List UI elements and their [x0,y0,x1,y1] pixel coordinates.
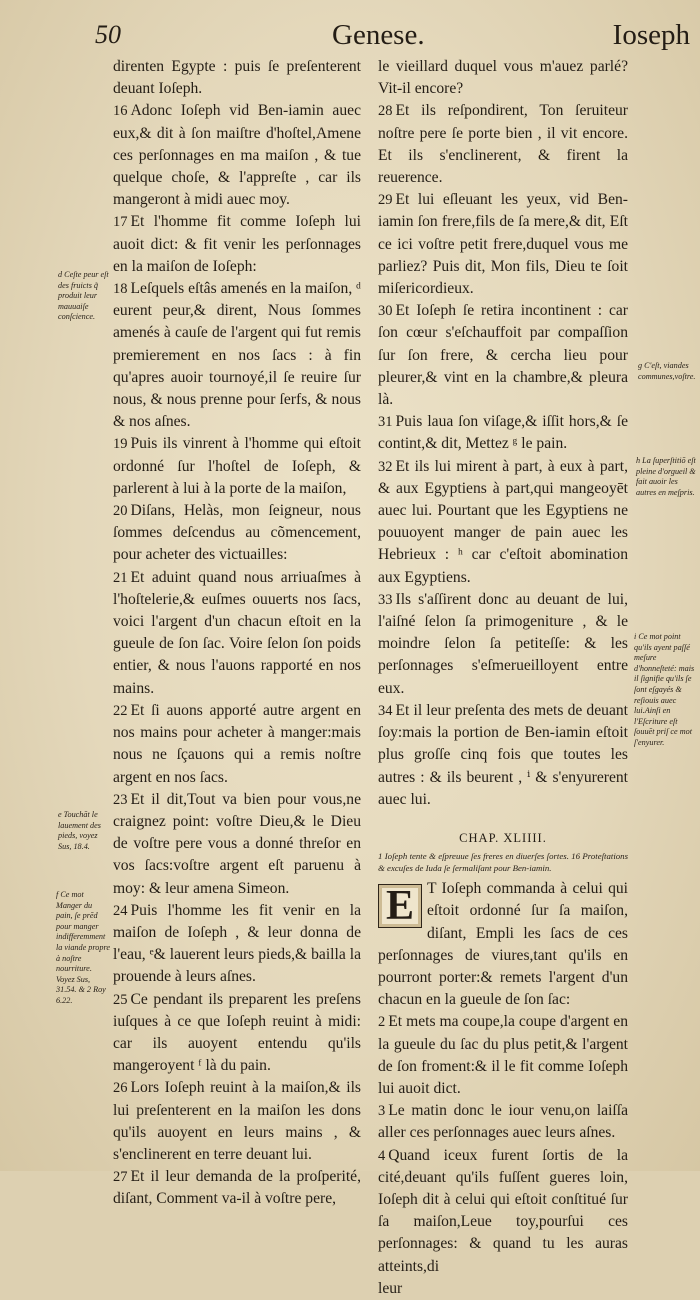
verse-text: Puis l'homme les fit venir en la maiſon de Ioſeph , & leur donna de l'eau, ᵉ& lauerent leurs pieds,& bailla la prouende à leurs aſnes. [113,901,361,986]
verse-number: 17 [113,214,128,231]
verse-number: 30 [378,303,393,320]
verse-text: direnten Egypte : puis ſe preſenterent deuant Ioſeph. [113,58,361,98]
verse-paragraph [113,433,361,500]
margin-note-d: d Ceſte peur eſt des fruicts q̃ produit leur mauuaiſe conſcience. [58,270,109,322]
verse-text: Et mets ma coupe,la coupe d'argent en la gueule du ſac du plus petit,& l'argent de ſon froment:& il le fit comme Ioſeph lui auoit dict. [378,1013,628,1097]
verse-number: 33 [378,591,393,608]
verse-text: Diſans, Helàs, mon ſeigneur, nous ſommes deſcendus au cõmencement, pour acheter des victuailles: [113,502,361,564]
verse-number: 21 [113,569,128,586]
verse-text: Et il leur demanda de la proſperité, diſant, Comment va-il à voſtre pere, [113,1168,361,1208]
verse-text: Lors Ioſeph reuint à la maiſon,& ils lui preſenterent en la maiſon les dons qu'ils auoyent en leurs mains , & s'enclinerent en terre deuant lui. [113,1079,361,1163]
right-column-verses [378,56,628,811]
verse-number: 26 [113,1080,128,1097]
margin-note-h: h La ſuperſtitiō eſt pleine d'orgueil & fait auoir les autres en meſpris. [636,456,696,497]
verse-text: Et lui eſleuant les yeux, vid Ben-iamin ſon frere,fils de ſa mere,& dit, Eſt ce ici voſtre petit frere,duquel vous me parliez? Puis dit, Mon fils, Dieu te ſoit miſericordieux. [378,191,628,298]
verse-number: 19 [113,436,128,453]
verse-number: 22 [113,702,128,719]
verse-paragraph [378,589,628,700]
verse-number: 31 [378,414,393,431]
verse-paragraph [378,456,628,589]
verse-text: Ils s'aſſirent donc au deuant de lui, l'aiſné ſelon ſa primogeniture , & le moindre ſelon ſa petiteſſe: & les perſonnages s'eſmerueilloyent entre eux. [378,590,628,697]
verse-paragraph [113,789,361,900]
verse-number: 23 [113,791,128,808]
margin-note-g: g C'eſt, viandes communes,voſtre. [638,361,696,381]
verse-number: 20 [113,503,128,520]
verse-text: Et l'homme fit comme Ioſeph lui auoit dict: & fit venir les perſonnages en la maiſon de Ioſeph: [113,213,361,275]
verse-number: 4 [378,1147,386,1164]
verse-number: 27 [113,1169,128,1186]
verse-text: Et il leur preſenta des mets de deuant ſoy:mais la portion de Ben-iamin eſtoit plus groſſe cinq fois que toutes les autres : & ils beurent , ⁱ & s'enyurerent auec lui. [378,701,628,808]
verse-paragraph [378,700,628,811]
verse-text: Quand iceux furent ſortis de la cité,deuant qu'ils fuſſent gueres loin, Ioſeph dit à celui qui eſtoit conſtitué ſur ſa maiſon,Leue toy,pourſui ces perſonnages: & quand tu les auras atteints,di [378,1146,628,1275]
verse-number: 25 [113,991,128,1008]
verse-number: 2 [378,1014,386,1031]
page-number: 50 [95,20,121,49]
verse-text: Et Ioſeph ſe retira incontinent : car ſon cœur s'eſchauffoit par compaſſion ſur ſon frere, & cercha lieu pour pleurer,& vint en la chambre,& pleura là. [378,302,628,409]
running-head: Ioseph [612,19,690,51]
verse-paragraph [113,989,361,1078]
verse-text: Puis ils vinrent à l'homme qui eſtoit ordonné ſur l'hoſtel de Ioſeph, & parlerent à lui à la porte de la maiſon, [113,435,361,497]
verse-paragraph [113,1166,361,1210]
verse-text: Leſquels eſtâs amenés en la maiſon, ᵈ eurent peur,& dirent, Nous ſommes amenés à cauſe de l'argent qui fut remis premierement en nos ſacs : à fin qu'apres auoir tournoyé,il ſe reuire ſur nous, & nous prenne pour ſerfs, & nous & nos aſnes. [113,280,361,431]
verse-number: 29 [378,192,393,209]
verse-number: 32 [378,458,393,475]
verse-text: Le matin donc le iour venu,on laiſſa aller ces perſonnages auec leurs aſnes. [378,1102,628,1142]
verse-paragraph [113,567,361,700]
verse-text: Et ils lui mirent à part, à eux à part, & aux Egyptiens à part,qui mangeoyēt auec lui. Pourtant que les Egyptiens ne pouuoyent manger de pain auec les Hebrieux : ʰ car c'eſtoit abomination aux Egyptiens. [378,457,628,586]
verse-text: Ce pendant ils preparent les preſens iuſques à ce que Ioſeph reuint à midi: car ils auoyent entendu qu'ils mangeroyent ᶠ là du pain. [113,990,361,1075]
margin-note-f: f Ce mot Manger du pain, ſe prēd pour manger indifferemment la viande propre à noſtre nourriture. Voyez Sus, 31.54. & 2 Roy 6.22. [56,890,110,1005]
verse-paragraph [378,1278,628,1300]
verse-paragraph [378,189,628,300]
verse-text: Et ils reſpondirent, Ton ſeruiteur noſtre pere ſe porte bien , il vit encore. Et ils s'enclinerent, & firent la reuerence. [378,102,628,187]
margin-note-i: i Ce mot point qu'ils ayent paſſé meſure d'honneſteté: mais il ſignifie qu'ils ſe ſont eſgayés & reſiouis auec lui.Ainſi en l'Eſcriture eſt ſouuēt priſ ce mot ſ'enyurer. [634,632,695,747]
verse-paragraph [378,1100,628,1144]
right-column-verses-bottom [378,1011,628,1300]
verse-paragraph [378,56,628,100]
chapter-summary-text: 1 Ioſeph tente & eſpreuue ſes freres en diuerſes ſortes. 16 Proteſtations & excuſes de Iuda ſe ſermaliſant pour Ben-iamin. [378,851,628,873]
verse-paragraph [113,211,361,278]
drop-cap: E [378,884,422,928]
verse-number: 34 [378,702,393,719]
verse-number: 3 [378,1103,386,1120]
margin-note-e: e Touchāt le lauement des pieds, voyez Sus, 18.4. [58,810,101,851]
verse-paragraph [378,411,628,455]
verse-paragraph [378,1011,628,1100]
verse-text: leur [378,1279,403,1297]
verse-paragraph [113,500,361,567]
left-column [113,56,361,1211]
verse-text: le vieillard duquel vous m'auez parlé? Vit-il encore? [378,58,628,98]
verse-number: 28 [378,103,393,120]
verse-paragraph [113,900,361,989]
first-paragraph-text: T Ioſeph commanda à celui qui eſtoit ordonné ſur ſa maiſon, diſant, Empli les ſacs de ces perſonnages de viures,tant qu'ils en pourront porter:& remets l'argent d'un chacun en la gueule de ſon ſac: [378,880,628,1009]
verse-text: Et il dit,Tout va bien pour vous,ne craignez point: voſtre Dieu,& le Dieu de voſtre pere vous a donné threſor en vos ſacs:voſtre argent eſt paruenu à moy: & leur amena Simeon. [113,790,361,897]
verse-paragraph [378,100,628,189]
verse-number: 18 [113,281,128,298]
verse-paragraph [378,300,628,411]
right-column [378,56,628,1300]
verse-text: Puis laua ſon viſage,& iſſit hors,& ſe contint,& dit, Mettez ᵍ le pain. [378,413,628,453]
page-title: Genese. [332,19,425,51]
verse-text: Adonc Ioſeph vid Ben-iamin auec eux,& dit à ſon maiſtre d'hoſtel,Amene ces perſonnages en ma maiſon , & tue quelque choſe, & l'appreſte , car ils mangeront à midi auec moy. [113,102,361,209]
verse-number: 16 [113,103,128,120]
chapter-first-paragraph [378,878,628,1011]
verse-text: Et ſi auons apporté autre argent en nos mains pour acheter à manger:mais nous ne ſçauons qui a remis noſtre argent en nos ſacs. [113,701,361,786]
verse-paragraph [113,700,361,789]
verse-paragraph [113,56,361,100]
verse-paragraph [113,1077,361,1166]
verse-paragraph [378,1145,628,1278]
verse-paragraph [113,278,361,433]
verse-text: Et aduint quand nous arriuaſmes à l'hoſtelerie,& euſmes ouuerts nos ſacs, voici l'argent d'un chacun eſtoit en la gueule de ſon ſac. Voire ſelon ſon poids entier, & nous l'auons rapporté en nos mains. [113,568,361,697]
chapter-heading: CHAP. XLIIII. [459,830,547,845]
verse-number: 24 [113,902,128,919]
chapter-summary [378,851,628,874]
verse-paragraph [113,100,361,211]
